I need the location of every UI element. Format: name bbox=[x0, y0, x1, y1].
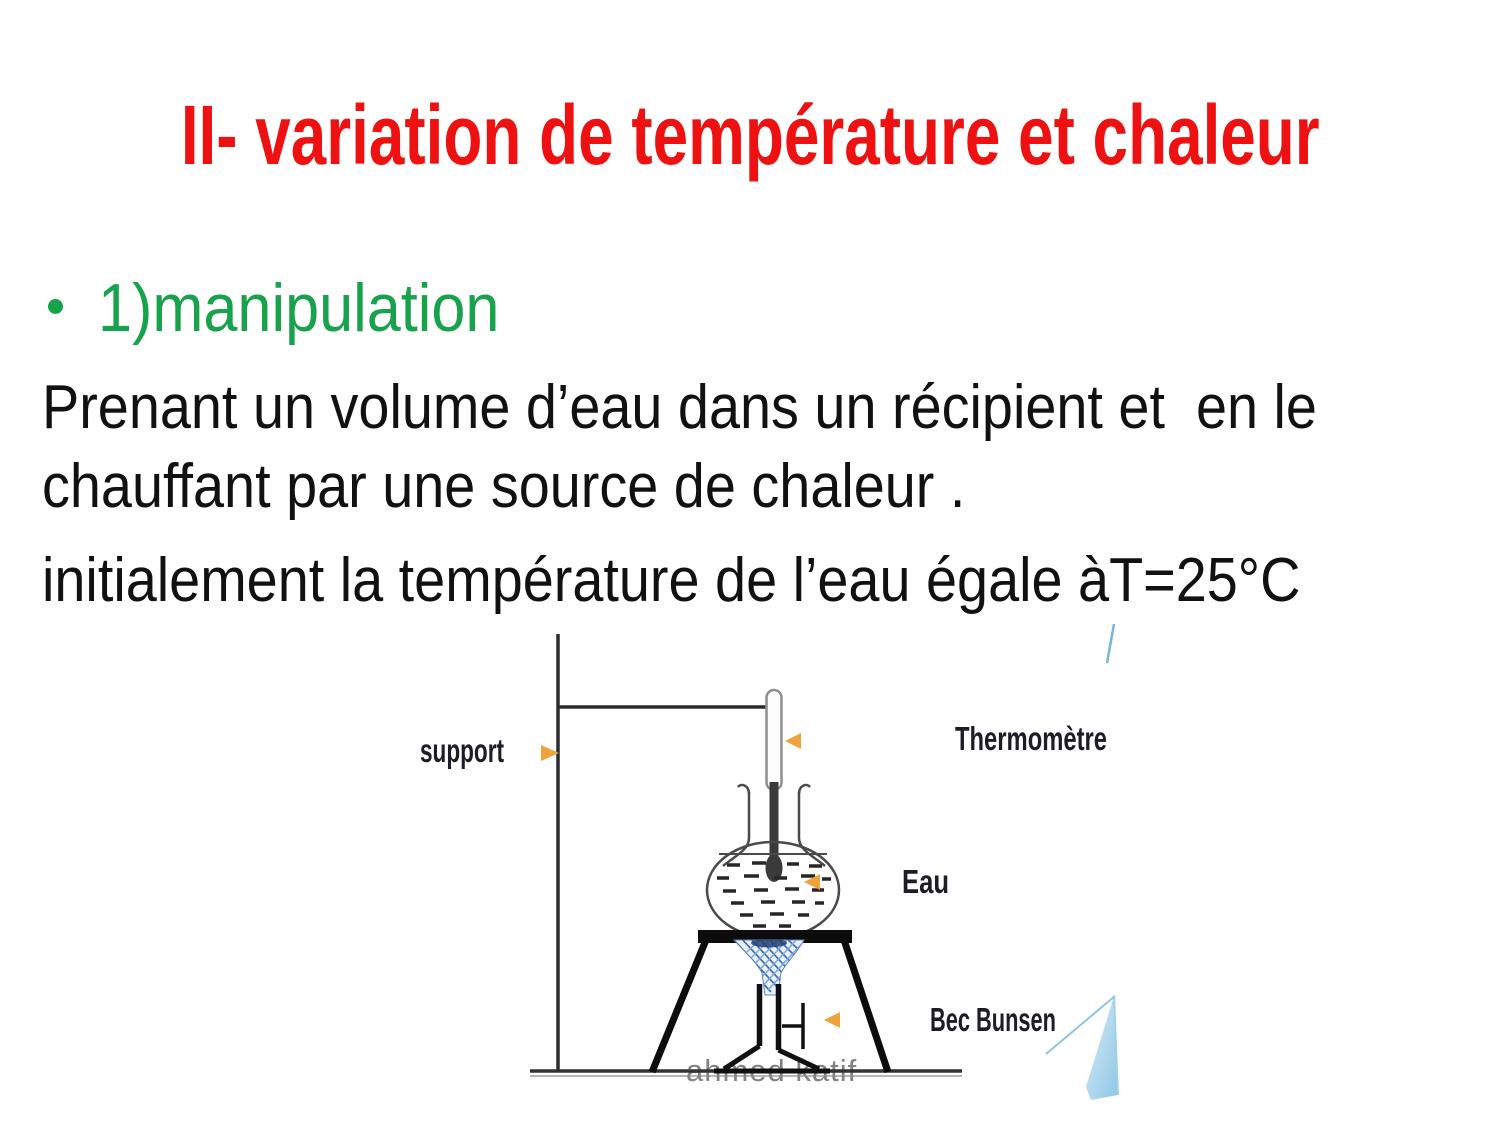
water-arrow-icon bbox=[804, 874, 894, 890]
thermometer-label: Thermomètre bbox=[955, 720, 1107, 757]
decor-blue-sail-icon bbox=[1046, 996, 1118, 1100]
burner-label: Bec Bunsen bbox=[930, 1001, 1056, 1038]
section-heading-text: 1)manipulation bbox=[98, 270, 500, 346]
flame-icon bbox=[723, 938, 825, 995]
label-support bbox=[420, 732, 559, 769]
page-title bbox=[0, 88, 1500, 182]
decor-blue-line-top-icon bbox=[1107, 624, 1114, 663]
watermark: ahmed katif bbox=[686, 1053, 858, 1088]
bullet-marker bbox=[48, 299, 63, 314]
bunsen-burner bbox=[714, 984, 830, 1071]
section-heading bbox=[98, 270, 544, 346]
page-title-text: II- variation de température et chaleur bbox=[180, 88, 1320, 182]
lab-setup-figure bbox=[405, 622, 1165, 1122]
thermometer-arrow-icon bbox=[785, 733, 943, 749]
paragraph-line-1: Prenant un volume d’eau dans un récipient et en le bbox=[42, 373, 1317, 442]
label-water bbox=[804, 863, 949, 900]
paragraph-line-3: initialement la température de l’eau égale àT=25°C bbox=[42, 546, 1301, 615]
label-burner bbox=[824, 1001, 1056, 1038]
water-label: Eau bbox=[902, 863, 949, 900]
support-label: support bbox=[420, 732, 504, 769]
label-thermometer bbox=[785, 720, 1107, 757]
support-arrow-icon bbox=[515, 745, 559, 761]
paragraph-line-2: chauffant par une source de chaleur . bbox=[42, 452, 966, 521]
